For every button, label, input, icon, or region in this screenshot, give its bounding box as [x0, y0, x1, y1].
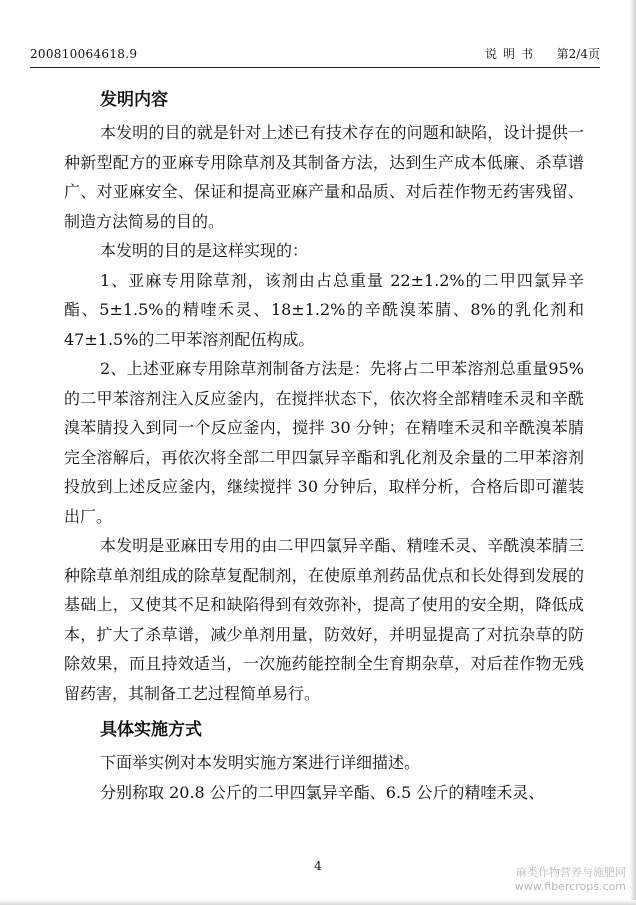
site-watermark: [515, 866, 626, 894]
page-number: 4: [314, 859, 322, 873]
page-indicator: 第2/4页: [556, 47, 600, 61]
page-edge-shadow-bottom: [0, 900, 636, 905]
watermark-url: www.fibercrops.com: [514, 880, 626, 893]
paragraph-purpose: 本发明的目的就是针对上述已有技术存在的问题和缺陷，设计提供一种新型配方的亚麻专用除草剂及其制备方法，达到生产成本低廉、杀草谱广、对亚麻安全、保证和提高亚麻产量和品质、对后茬作物无药害残留、制造方法简易的目的。: [64, 123, 584, 231]
page-header: [30, 44, 600, 64]
document-body: [64, 88, 584, 807]
header-divider: [30, 67, 600, 68]
paragraph-example: 分别称取 20.8 公斤的二甲四氯异辛酯、6.5 公斤的精喹禾灵、: [100, 782, 545, 802]
paragraph-example-intro: 下面举实例对本发明实施方案进行详细描述。: [100, 753, 421, 772]
paragraph-advantages: 本发明是亚麻田专用的由二甲四氯异辛酯、精喹禾灵、辛酰溴苯腈三种除草单剂组成的除草复配制剂，在使原单剂药品优点和长处得到发展的基础上，又使其不足和缺陷得到有效弥补，提高了使用的安全期，降低成本，扩大了杀草谱，减少单剂用量，防效好，并明显提高了对抗杂草的防除效果，而且持效适当，一次施药能控制全生育期杂草，对后茬作物无残留药害，其制备工艺过程简单易行。: [64, 536, 584, 703]
paragraph-implementation-intro: 本发明的目的是这样实现的：: [100, 241, 309, 260]
document-type: 说明书: [485, 47, 540, 61]
paragraph-formula: 1、亚麻专用除草剂，该剂由占总重量 22±1.2%的二甲四氯异辛酯、5±1.5%的精喹禾灵、18±1.2%的辛酰溴苯腈、8%的乳化剂和47±1.5%的二甲苯溶剂配伍构成。: [64, 270, 584, 349]
section-heading-invention: 发明内容: [100, 90, 168, 110]
section-heading-embodiment: 具体实施方式: [100, 720, 202, 740]
paragraph-preparation: 2、上述亚麻专用除草剂制备方法是：先将占二甲苯溶剂总重量95%的二甲苯溶剂注入反应釜内，在搅拌状态下，依次将全部精喹禾灵和辛酰溴苯腈投入到同一个反应釜内，搅拌 30 分钟；在精喹禾灵和辛酰溴苯腈完全溶解后，再依次将全部二甲四氯异辛酯和乳化剂及余量的二甲苯溶剂投放到上述反应釜内，继续搅拌 30 分钟后，取样分析，合格后即可灌装出厂。: [64, 359, 584, 526]
watermark-site-name: 麻类作物营养与施肥网: [516, 866, 626, 879]
application-number: 200810064618.9: [30, 47, 138, 61]
page-edge-shadow: [630, 0, 636, 905]
